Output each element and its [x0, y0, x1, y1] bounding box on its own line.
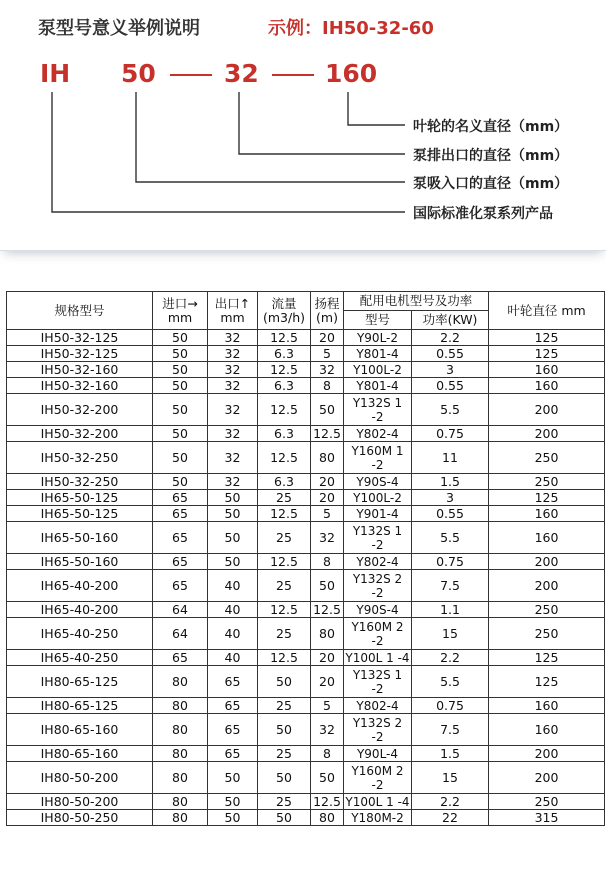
cell-outlet: 40	[208, 650, 258, 666]
cell-impeller: 250	[489, 794, 605, 810]
table-row	[7, 794, 605, 810]
cell-outlet: 32	[208, 330, 258, 346]
cell-head: 20	[311, 666, 344, 698]
cell-impeller: 250	[489, 618, 605, 650]
cell-flow: 50	[258, 666, 311, 698]
cell-impeller: 160	[489, 506, 605, 522]
cell-head: 80	[311, 618, 344, 650]
cell-model: IH80-50-200	[7, 794, 153, 810]
cell-inlet: 65	[153, 490, 208, 506]
cell-flow: 25	[258, 490, 311, 506]
cell-power: 3	[412, 490, 489, 506]
cell-outlet: 32	[208, 378, 258, 394]
cell-inlet: 65	[153, 554, 208, 570]
cell-power: 7.5	[412, 570, 489, 602]
cell-head: 5	[311, 698, 344, 714]
cell-inlet: 80	[153, 810, 208, 826]
cell-motor: Y132S 1 -2	[344, 394, 412, 426]
cell-power: 2.2	[412, 650, 489, 666]
cell-motor: Y132S 1 -2	[344, 666, 412, 698]
cell-outlet: 50	[208, 490, 258, 506]
cell-motor: Y90S-4	[344, 474, 412, 490]
cell-model: IH65-40-250	[7, 618, 153, 650]
cell-outlet: 50	[208, 522, 258, 554]
cell-outlet: 32	[208, 394, 258, 426]
cell-head: 5	[311, 506, 344, 522]
table-row	[7, 426, 605, 442]
cell-outlet: 32	[208, 362, 258, 378]
table-row	[7, 650, 605, 666]
cell-power: 1.5	[412, 746, 489, 762]
cell-inlet: 50	[153, 474, 208, 490]
cell-flow: 12.5	[258, 554, 311, 570]
cell-impeller: 200	[489, 426, 605, 442]
cell-flow: 25	[258, 570, 311, 602]
cell-impeller: 250	[489, 442, 605, 474]
cell-model: IH65-40-250	[7, 650, 153, 666]
cell-motor: Y801-4	[344, 346, 412, 362]
cell-head: 12.5	[311, 794, 344, 810]
cell-flow: 12.5	[258, 394, 311, 426]
cell-head: 32	[311, 714, 344, 746]
cell-outlet: 65	[208, 666, 258, 698]
cell-model: IH50-32-125	[7, 346, 153, 362]
cell-power: 0.55	[412, 506, 489, 522]
header-motor-group: 配用电机型号及功率	[344, 292, 489, 311]
table-row	[7, 506, 605, 522]
cell-inlet: 80	[153, 746, 208, 762]
cell-inlet: 50	[153, 378, 208, 394]
cell-flow: 25	[258, 746, 311, 762]
cell-model: IH50-32-200	[7, 394, 153, 426]
code-outlet: 32	[224, 59, 259, 88]
cell-motor: Y100L 1 -4	[345, 650, 410, 665]
cell-outlet: 40	[208, 618, 258, 650]
cell-power: 1.1	[412, 602, 489, 618]
cell-power: 2.2	[412, 330, 489, 346]
cell-motor: Y90S-4	[344, 602, 412, 618]
cell-model: IH80-50-250	[7, 810, 153, 826]
cell-impeller: 125	[489, 330, 605, 346]
cell-flow: 6.3	[258, 426, 311, 442]
cell-impeller: 250	[489, 602, 605, 618]
cell-motor: Y132S 2 -2	[344, 570, 412, 602]
table-row	[7, 490, 605, 506]
table-row	[7, 666, 605, 698]
cell-flow: 25	[258, 522, 311, 554]
cell-motor: Y132S 1 -2	[344, 522, 412, 554]
cell-outlet: 32	[208, 346, 258, 362]
table-row	[7, 602, 605, 618]
table-row	[7, 746, 605, 762]
cell-inlet: 80	[153, 794, 208, 810]
cell-head: 32	[311, 522, 344, 554]
cell-motor: Y100L-2	[344, 490, 412, 506]
cell-model: IH50-32-125	[7, 330, 153, 346]
cell-flow: 6.3	[258, 346, 311, 362]
cell-flow: 12.5	[258, 506, 311, 522]
cell-impeller: 160	[489, 522, 605, 554]
cell-flow: 50	[258, 762, 311, 794]
cell-inlet: 65	[153, 570, 208, 602]
cell-power: 0.75	[412, 698, 489, 714]
cell-power: 0.75	[412, 554, 489, 570]
cell-impeller: 200	[489, 762, 605, 794]
cell-motor: Y90L-2	[344, 330, 412, 346]
cell-model: IH50-32-250	[7, 442, 153, 474]
cell-impeller: 125	[489, 650, 605, 666]
cell-motor: Y802-4	[344, 554, 412, 570]
cell-outlet: 50	[208, 810, 258, 826]
cell-outlet: 40	[208, 602, 258, 618]
cell-motor: Y100L 1 -4	[345, 794, 410, 809]
cell-flow: 12.5	[258, 650, 311, 666]
cell-flow: 6.3	[258, 378, 311, 394]
code-prefix: IH	[40, 59, 71, 88]
cell-power: 1.5	[412, 474, 489, 490]
cell-outlet: 50	[208, 794, 258, 810]
cell-outlet: 50	[208, 506, 258, 522]
cell-power: 15	[412, 618, 489, 650]
cell-flow: 12.5	[258, 602, 311, 618]
cell-model: IH65-40-200	[7, 602, 153, 618]
cell-outlet: 32	[208, 426, 258, 442]
cell-outlet: 32	[208, 442, 258, 474]
cell-impeller: 200	[489, 554, 605, 570]
cell-inlet: 64	[153, 602, 208, 618]
cell-impeller: 200	[489, 394, 605, 426]
spec-table	[6, 291, 605, 826]
table-row	[7, 570, 605, 602]
cell-model: IH65-50-160	[7, 522, 153, 554]
cell-outlet: 50	[208, 762, 258, 794]
cell-head: 5	[311, 346, 344, 362]
cell-inlet: 65	[153, 522, 208, 554]
cell-motor: Y160M 2 -2	[344, 762, 412, 794]
cell-flow: 12.5	[258, 362, 311, 378]
cell-inlet: 50	[153, 442, 208, 474]
cell-motor: Y132S 2 -2	[344, 714, 412, 746]
cell-head: 80	[311, 442, 344, 474]
cell-inlet: 50	[153, 394, 208, 426]
cell-head: 8	[311, 746, 344, 762]
cell-head: 20	[311, 490, 344, 506]
cell-power: 0.55	[412, 346, 489, 362]
cell-impeller: 125	[489, 666, 605, 698]
cell-motor: Y160M 1 -2	[344, 442, 412, 474]
table-row	[7, 346, 605, 362]
header-inlet: 进口→ mm	[153, 292, 208, 330]
table-row	[7, 394, 605, 426]
cell-inlet: 50	[153, 330, 208, 346]
cell-model: IH65-50-125	[7, 506, 153, 522]
table-row	[7, 618, 605, 650]
cell-impeller: 125	[489, 490, 605, 506]
cell-model: IH80-65-160	[7, 714, 153, 746]
spec-table-container	[6, 291, 604, 826]
cell-motor: Y100L-2	[344, 362, 412, 378]
cell-model: IH80-65-125	[7, 666, 153, 698]
cell-model: IH65-50-125	[7, 490, 153, 506]
cell-impeller: 160	[489, 378, 605, 394]
cell-head: 50	[311, 570, 344, 602]
cell-outlet: 50	[208, 554, 258, 570]
cell-model: IH50-32-160	[7, 378, 153, 394]
cell-model: IH80-65-160	[7, 746, 153, 762]
cell-outlet: 32	[208, 474, 258, 490]
cell-power: 5.5	[412, 522, 489, 554]
table-row	[7, 378, 605, 394]
cell-flow: 50	[258, 810, 311, 826]
cell-model: IH50-32-200	[7, 426, 153, 442]
cell-inlet: 50	[153, 426, 208, 442]
header-model: 规格型号	[7, 292, 153, 330]
cell-impeller: 160	[489, 698, 605, 714]
spec-table-body	[7, 330, 605, 826]
table-row	[7, 362, 605, 378]
cell-power: 0.55	[412, 378, 489, 394]
cell-impeller: 200	[489, 570, 605, 602]
desc-outlet-diameter: 泵排出口的直径（mm）	[413, 148, 569, 164]
cell-head: 50	[311, 394, 344, 426]
cell-inlet: 50	[153, 346, 208, 362]
cell-impeller: 250	[489, 474, 605, 490]
table-row	[7, 810, 605, 826]
cell-impeller: 315	[489, 810, 605, 826]
cell-motor: Y801-4	[344, 378, 412, 394]
cell-head: 8	[311, 554, 344, 570]
cell-flow: 25	[258, 618, 311, 650]
header-motor-power: 功率(KW)	[412, 311, 489, 330]
cell-impeller: 160	[489, 362, 605, 378]
table-row	[7, 698, 605, 714]
cell-head: 50	[311, 762, 344, 794]
cell-inlet: 65	[153, 506, 208, 522]
cell-power: 0.75	[412, 426, 489, 442]
cell-outlet: 65	[208, 714, 258, 746]
cell-model: IH65-40-200	[7, 570, 153, 602]
header-flow: 流量 (m3/h)	[258, 292, 311, 330]
cell-model: IH50-32-250	[7, 474, 153, 490]
cell-head: 20	[311, 330, 344, 346]
model-explanation-panel	[0, 0, 606, 251]
code-impeller: 160	[325, 59, 378, 88]
cell-model: IH80-50-200	[7, 762, 153, 794]
cell-impeller: 160	[489, 714, 605, 746]
header-head: 扬程 (m)	[311, 292, 344, 330]
cell-inlet: 64	[153, 618, 208, 650]
cell-power: 7.5	[412, 714, 489, 746]
cell-motor: Y160M 2 -2	[344, 618, 412, 650]
cell-motor: Y180M-2	[344, 810, 412, 826]
cell-head: 20	[311, 474, 344, 490]
cell-head: 12.5	[311, 426, 344, 442]
cell-power: 2.2	[412, 794, 489, 810]
cell-power: 11	[412, 442, 489, 474]
desc-impeller-diameter: 叶轮的名义直径（mm）	[413, 119, 569, 135]
cell-inlet: 80	[153, 698, 208, 714]
table-row	[7, 762, 605, 794]
explanation-title: 泵型号意义举例说明	[38, 18, 200, 39]
cell-flow: 6.3	[258, 474, 311, 490]
header-motor-model: 型号	[344, 311, 412, 330]
table-row	[7, 714, 605, 746]
cell-model: IH65-50-160	[7, 554, 153, 570]
cell-impeller: 125	[489, 346, 605, 362]
cell-power: 5.5	[412, 666, 489, 698]
cell-head: 80	[311, 810, 344, 826]
cell-head: 8	[311, 378, 344, 394]
cell-impeller: 200	[489, 746, 605, 762]
explanation-example: 示例：IH50-32-60	[268, 18, 434, 39]
table-row	[7, 330, 605, 346]
cell-motor: Y90L-4	[344, 746, 412, 762]
cell-outlet: 65	[208, 698, 258, 714]
cell-inlet: 50	[153, 362, 208, 378]
cell-flow: 25	[258, 698, 311, 714]
cell-model: IH80-65-125	[7, 698, 153, 714]
cell-flow: 12.5	[258, 330, 311, 346]
cell-flow: 50	[258, 714, 311, 746]
cell-inlet: 80	[153, 762, 208, 794]
cell-model: IH50-32-160	[7, 362, 153, 378]
cell-inlet: 80	[153, 666, 208, 698]
cell-motor: Y901-4	[344, 506, 412, 522]
cell-flow: 25	[258, 794, 311, 810]
cell-outlet: 40	[208, 570, 258, 602]
desc-standard-series: 国际标准化泵系列产品	[413, 206, 553, 222]
cell-outlet: 65	[208, 746, 258, 762]
cell-motor: Y802-4	[344, 698, 412, 714]
cell-power: 22	[412, 810, 489, 826]
cell-head: 20	[311, 650, 344, 666]
desc-inlet-diameter: 泵吸入口的直径（mm）	[413, 176, 569, 192]
cell-motor: Y802-4	[344, 426, 412, 442]
cell-inlet: 80	[153, 714, 208, 746]
cell-head: 32	[311, 362, 344, 378]
table-row	[7, 474, 605, 490]
header-outlet: 出口↑ mm	[208, 292, 258, 330]
cell-flow: 12.5	[258, 442, 311, 474]
cell-power: 5.5	[412, 394, 489, 426]
table-row	[7, 522, 605, 554]
table-row	[7, 442, 605, 474]
code-inlet: 50	[121, 59, 156, 88]
table-row	[7, 554, 605, 570]
cell-power: 3	[412, 362, 489, 378]
header-impeller: 叶轮直径 mm	[489, 292, 605, 330]
cell-inlet: 65	[153, 650, 208, 666]
cell-head: 12.5	[311, 602, 344, 618]
cell-power: 15	[412, 762, 489, 794]
